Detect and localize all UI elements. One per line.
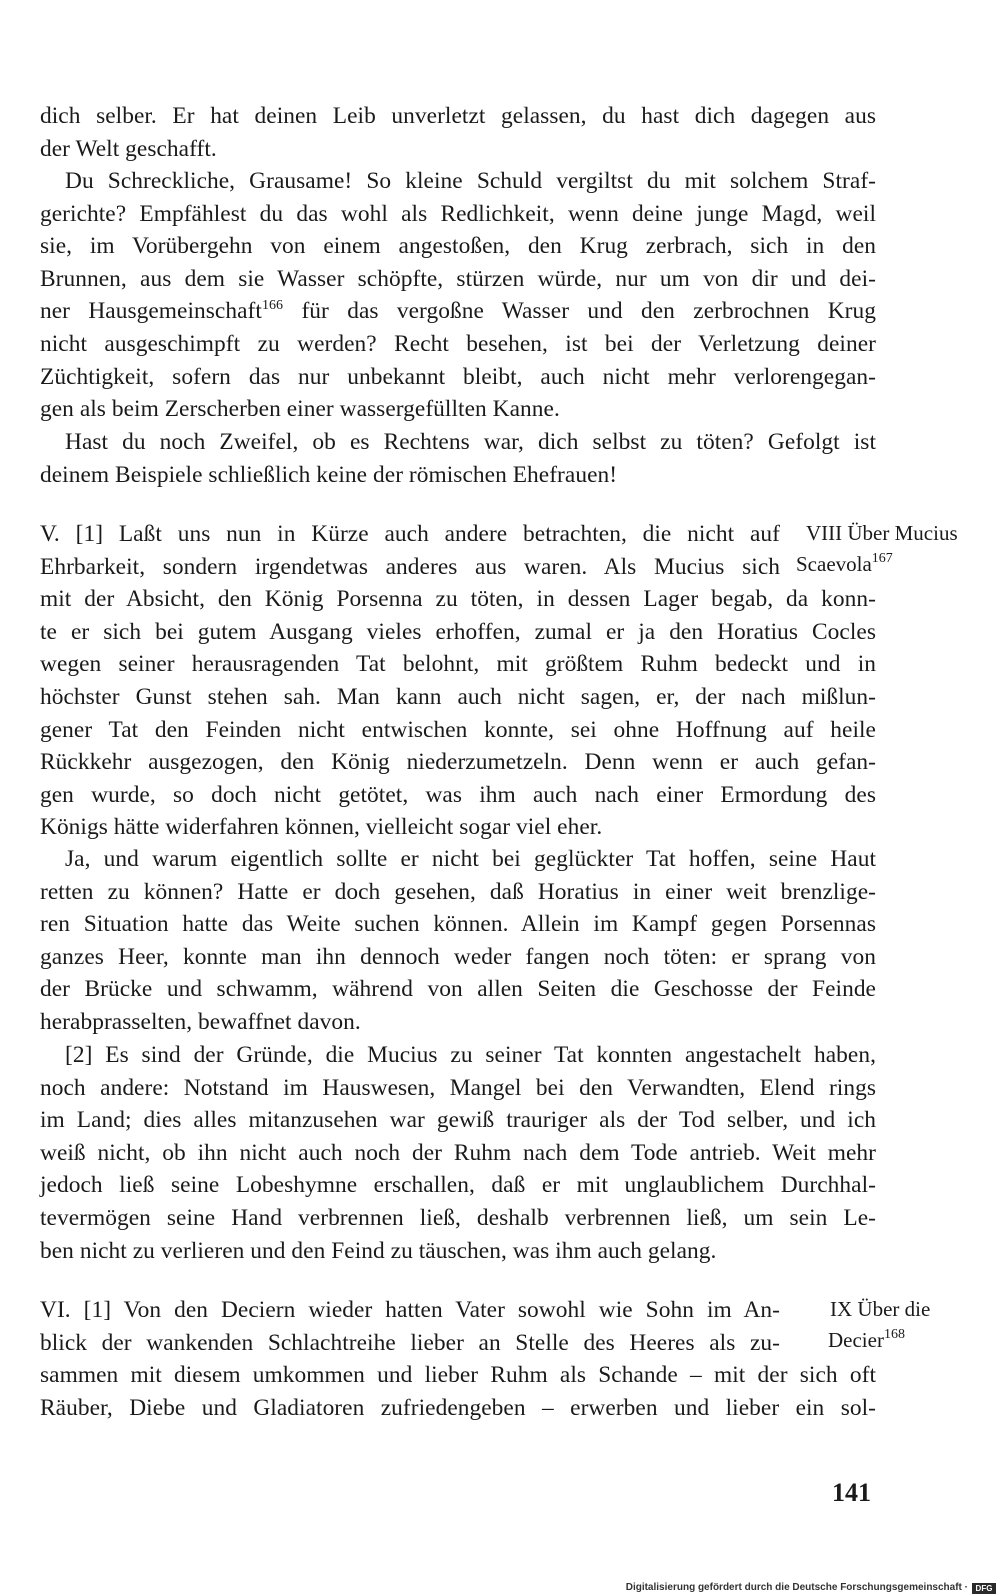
margin-note-title: VIII Über Mucius — [806, 521, 958, 545]
text-line: Ehrbarkeit, sondern irgendetwas anderes aus waren. Als Mucius sich — [40, 553, 780, 580]
text-line: noch andere: Notstand im Hauswesen, Mangel bei den Verwandten, Elend rings — [40, 1074, 876, 1101]
text-line: herabprasselten, bewaffnet davon. — [40, 1008, 361, 1035]
text-line: höchster Gunst stehen sah. Man kann auch nicht sagen, er, der nach mißlun- — [40, 683, 876, 710]
text-line: ren Situation hatte das Weite suchen können. Allein im Kampf gegen Porsennas — [40, 911, 876, 938]
text-line: gener Tat den Feinden nicht entwischen konnte, sei ohne Hoffnung auf heile — [40, 716, 876, 743]
margin-note — [830, 1294, 930, 1356]
text-line: Hast du noch Zweifel, ob es Rechtens war, dich selbst zu töten? Gefolgt ist — [65, 429, 876, 455]
text-line: im Land; dies alles mitanzusehen war gewiß trauriger als der Tod selber, und ich — [40, 1107, 876, 1134]
text-line: Du Schreckliche, Grausame! So kleine Schuld vergiltst du mit solchem Straf- — [65, 168, 876, 194]
text-line: sammen mit diesem umkommen und lieber Ruhm als Schande – mit der sich oft — [40, 1362, 876, 1389]
paragraph — [40, 165, 876, 426]
margin-note-title: IX Über die — [830, 1297, 931, 1321]
text-line: ben nicht zu verlieren und den Feind zu täuschen, was ihm auch gelang. — [40, 1237, 717, 1264]
paragraph — [40, 843, 876, 1039]
paragraph — [40, 518, 876, 844]
paragraph — [40, 1294, 876, 1424]
margin-note-subtitle — [828, 1325, 930, 1356]
text-line: Brunnen, aus dem sie Wasser schöpfte, stürzen würde, nur um von dir und dei- — [40, 265, 876, 292]
paragraph — [40, 1039, 876, 1267]
text-segment: für das vergoßne Wasser und den zerbrochnen Krug — [283, 298, 877, 325]
text-line: der Welt geschafft. — [40, 135, 217, 162]
text-line — [40, 295, 876, 328]
footnote-ref: 166 — [261, 298, 284, 314]
paragraph — [40, 426, 876, 491]
margin-note-text: Decier — [828, 1328, 884, 1352]
footer — [0, 1580, 1000, 1596]
page-number: 141 — [832, 1478, 871, 1507]
text-line: gerichte? Empfählest du das wohl als Redlichkeit, wenn deine junge Magd, weil — [40, 200, 876, 227]
text-line: Rückkehr ausgezogen, den König niederzumetzeln. Denn wenn er auch gefan- — [40, 749, 876, 776]
text-line: ganzes Heer, konnte man ihn dennoch weder fangen noch töten: er sprang von — [40, 943, 876, 970]
text-line: Züchtigkeit, sofern das nur unbekannt bleibt, auch nicht mehr verlorengegan- — [40, 363, 876, 390]
text-line: gen wurde, so doch nicht getötet, was ihm auch nach einer Ermordung des — [40, 781, 876, 808]
text-line: V. [1] Laßt uns nun in Kürze auch andere betrachten, die nicht auf — [40, 521, 780, 547]
text-line: weiß nicht, ob ihn nicht auch noch der Ruhm nach dem Tode antrieb. Weit mehr — [40, 1139, 876, 1166]
text-line: mit der Absicht, den König Porsenna zu töten, in dessen Lager begab, da konn- — [40, 586, 876, 613]
text-line: Ja, und warum eigentlich sollte er nicht bei geglückter Tat hoffen, seine Haut — [65, 846, 876, 872]
text-line: retten zu können? Hatte er doch gesehen, daß Horatius in einer weit brenzlige- — [40, 878, 876, 905]
footer-credit: Digitalisierung gefördert durch die Deutsche Forschungsgemeinschaft · — [625, 1582, 968, 1593]
margin-note-text: Scaevola — [796, 552, 872, 576]
footnote-ref: 167 — [871, 551, 893, 566]
margin-note-subtitle — [796, 549, 958, 580]
text-line: blick der wankenden Schlachtreihe lieber an Stelle des Heeres als zu- — [40, 1329, 780, 1356]
text-line: gen als beim Zerscherben einer wassergefüllten Kanne. — [40, 396, 560, 423]
text-line: Räuber, Diebe und Gladiatoren zufriedengeben – erwerben und lieber ein sol- — [40, 1394, 876, 1421]
text-line: wegen seiner herausragenden Tat belohnt, mit größtem Ruhm bedeckt und in — [40, 651, 876, 678]
text-line: VI. [1] Von den Deciern wieder hatten Vater sowohl wie Sohn im An- — [40, 1297, 780, 1323]
paragraph — [40, 100, 876, 165]
text-line: sie, im Vorübergehn von einem angestoßen, den Krug zerbrach, sich in den — [40, 233, 876, 260]
text-line: Königs hätte widerfahren können, vielleicht sogar viel eher. — [40, 814, 603, 841]
text-line: tevermögen seine Hand verbrennen ließ, deshalb verbrennen ließ, um sein Le- — [40, 1204, 876, 1231]
text-line: nicht ausgeschimpft zu werden? Recht besehen, ist bei der Verletzung deiner — [40, 330, 876, 357]
text-line: te er sich bei gutem Ausgang vieles erhoffen, zumal er ja den Horatius Cocles — [40, 618, 876, 645]
text-line: deinem Beispiele schließlich keine der römischen Ehefrauen! — [40, 461, 618, 488]
margin-note — [796, 518, 958, 580]
text-line: [2] Es sind der Gründe, die Mucius zu seiner Tat konnten angestachelt haben, — [65, 1042, 876, 1068]
text-line: der Brücke und schwamm, während von allen Seiten die Geschosse der Feinde — [40, 976, 876, 1003]
text-segment: ner Hausgemeinschaft — [40, 298, 262, 325]
footnote-ref: 168 — [883, 1327, 905, 1342]
dfg-logo-icon: DFG — [972, 1583, 996, 1594]
text-line: jedoch ließ seine Lobeshymne erschallen, daß er mit unglaublichem Durchhal- — [40, 1172, 876, 1199]
text-line: dich selber. Er hat deinen Leib unverletzt gelassen, du hast dich dagegen aus — [40, 103, 876, 129]
